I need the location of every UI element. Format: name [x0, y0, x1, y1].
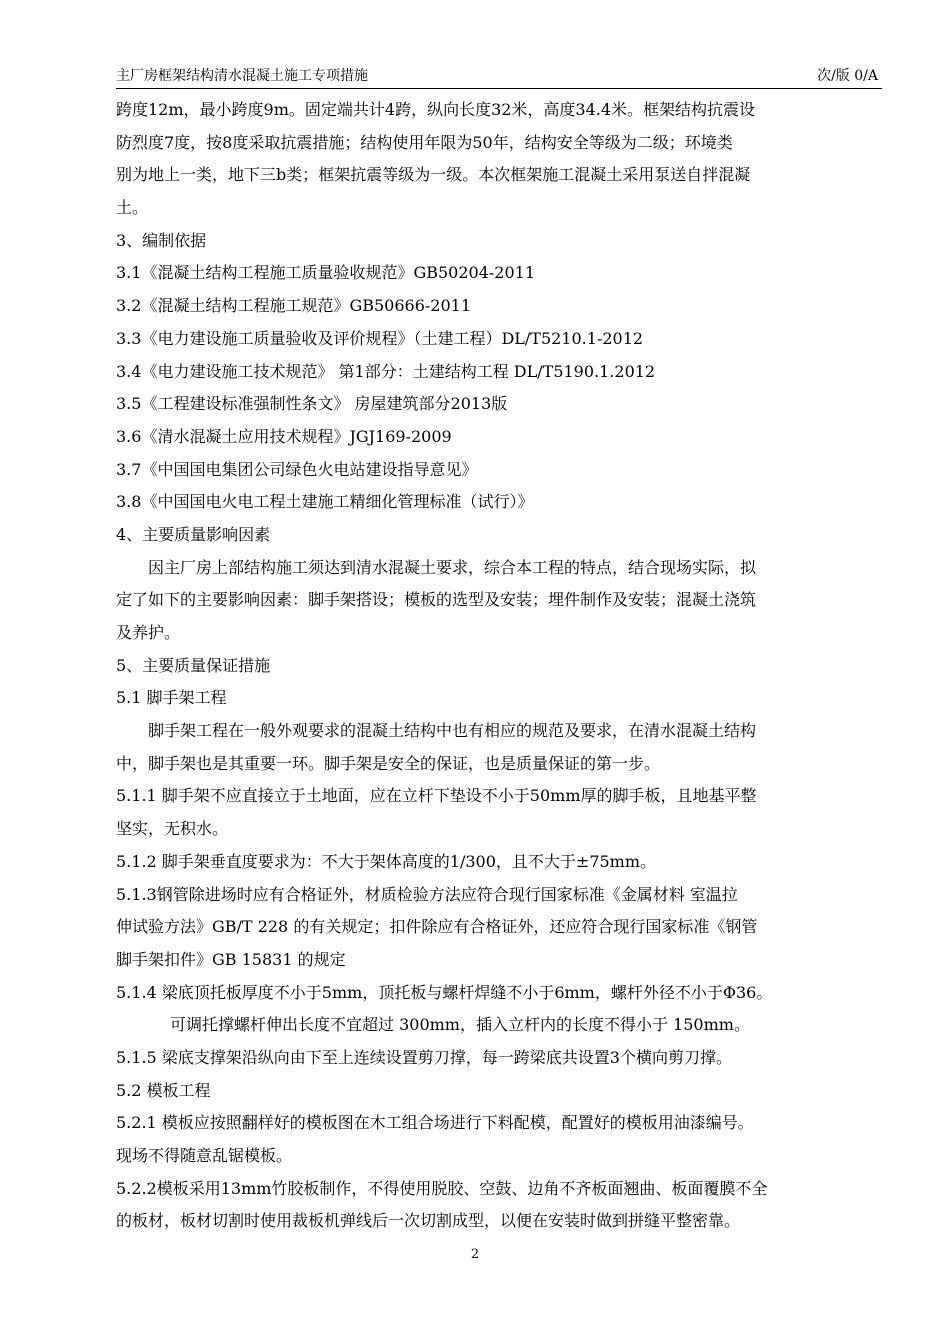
- header-version: 次/版 0/A: [817, 68, 878, 84]
- text-line: 坚实，无积水。: [116, 819, 229, 839]
- text-line: 3.2《混凝土结构工程施工规范》GB50666-2011: [116, 296, 472, 316]
- text-line: 5.2 模板工程: [116, 1080, 211, 1100]
- text-line: 4、主要质量影响因素: [116, 524, 271, 544]
- text-line: 的板材，板材切割时使用裁板机弹线后一次切割成型，以便在安装时做到拼缝平整密靠。: [116, 1211, 741, 1231]
- text-line: 3.5《工程建设标准强制性条文》 房屋建筑部分2013版: [116, 394, 508, 414]
- text-line: 5、主要质量保证措施: [116, 655, 271, 675]
- text-line: 5.1.2 脚手架垂直度要求为：不大于架体高度的1/300，且不大于±75mm。: [116, 851, 657, 871]
- page-header: [116, 66, 882, 89]
- text-line: 5.2.1 模板应按照翻样好的模板图在木工组合场进行下料配模，配置好的模板用油漆编号。: [116, 1113, 754, 1133]
- text-line: 3.8《中国国电火电工程土建施工精细化管理标准（试行）》: [116, 492, 534, 512]
- text-line: 3.3《电力建设施工质量验收及评价规程》（土建工程）DL/T5210.1-2012: [116, 328, 644, 348]
- text-line: 脚手架工程在一般外观要求的混凝土结构中也有相应的规范及要求，在清水混凝土结构: [148, 721, 757, 741]
- header-title: 主厂房框架结构清水混凝土施工专项措施: [116, 68, 368, 84]
- text-line: 中，脚手架也是其重要一环。脚手架是安全的保证，也是质量保证的第一步。: [116, 753, 661, 773]
- text-line: 可调托撑螺杆伸出长度不宜超过 300mm，插入立杆内的长度不得小于 150mm。: [170, 1015, 750, 1035]
- text-line: 3.7《中国国电集团公司绿色火电站建设指导意见》: [116, 459, 478, 479]
- page-number: 2: [470, 1247, 480, 1262]
- text-line: 脚手架扣件》GB 15831 的规定: [116, 949, 346, 969]
- text-line: 定了如下的主要影响因素：脚手架搭设；模板的选型及安装；埋件制作及安装；混凝土浇筑: [116, 590, 757, 610]
- text-line: 3.6《清水混凝土应用技术规程》JGJ169-2009: [116, 426, 452, 446]
- text-line: 5.1.5 梁底支撑架沿纵向由下至上连续设置剪刀撑，每一跨梁底共设置3个横向剪刀撑。: [116, 1047, 732, 1067]
- text-line: 及养护。: [116, 623, 181, 642]
- text-line: 3.4《电力建设施工技术规范》 第1部分：土建结构工程 DL/T5190.1.2012: [116, 361, 656, 381]
- text-line: 因主厂房上部结构施工须达到清水混凝土要求，综合本工程的特点，结合现场实际，拟: [148, 557, 757, 577]
- text-line: 跨度12m，最小跨度9m。固定端共计4跨，纵向长度32米，高度34.4米。框架结构抗震设: [116, 100, 756, 119]
- text-line: 现场不得随意乱锯模板。: [116, 1146, 293, 1165]
- text-line: 5.1.4 梁底顶托板厚度不小于5mm，顶托板与螺杆焊缝不小于6mm，螺杆外径不小于Φ36。: [116, 982, 773, 1002]
- text-line: 3、编制依据: [116, 230, 207, 250]
- document-body: [116, 94, 882, 1238]
- text-line: 防烈度7度，按8度采取抗震措施；结构使用年限为50年，结构安全等级为二级；环境类: [116, 132, 733, 152]
- text-line: 伸试验方法》GB/T 228 的有关规定；扣件除应有合格证外，还应符合现行国家标准《钢管: [116, 917, 758, 937]
- text-line: 别为地上一类，地下三b类；框架抗震等级为一级。本次框架施工混凝土采用泵送自拌混凝: [116, 165, 751, 185]
- text-line: 5.2.2模板采用13mm竹胶板制作，不得使用脱胶、空鼓、边角不齐板面翘曲、板面覆膜不全: [116, 1178, 768, 1198]
- text-line: 5.1.1 脚手架不应直接立于土地面，应在立杆下垫设不小于50mm厚的脚手板，且地基平整: [116, 786, 757, 806]
- text-line: 5.1 脚手架工程: [116, 688, 227, 708]
- text-line: 5.1.3钢管除进场时应有合格证外，材质检验方法应符合现行国家标准《金属材料 室温拉: [116, 884, 738, 904]
- text-line: 3.1《混凝土结构工程施工质量验收规范》GB50204-2011: [116, 263, 536, 283]
- text-line: 土。: [116, 198, 149, 218]
